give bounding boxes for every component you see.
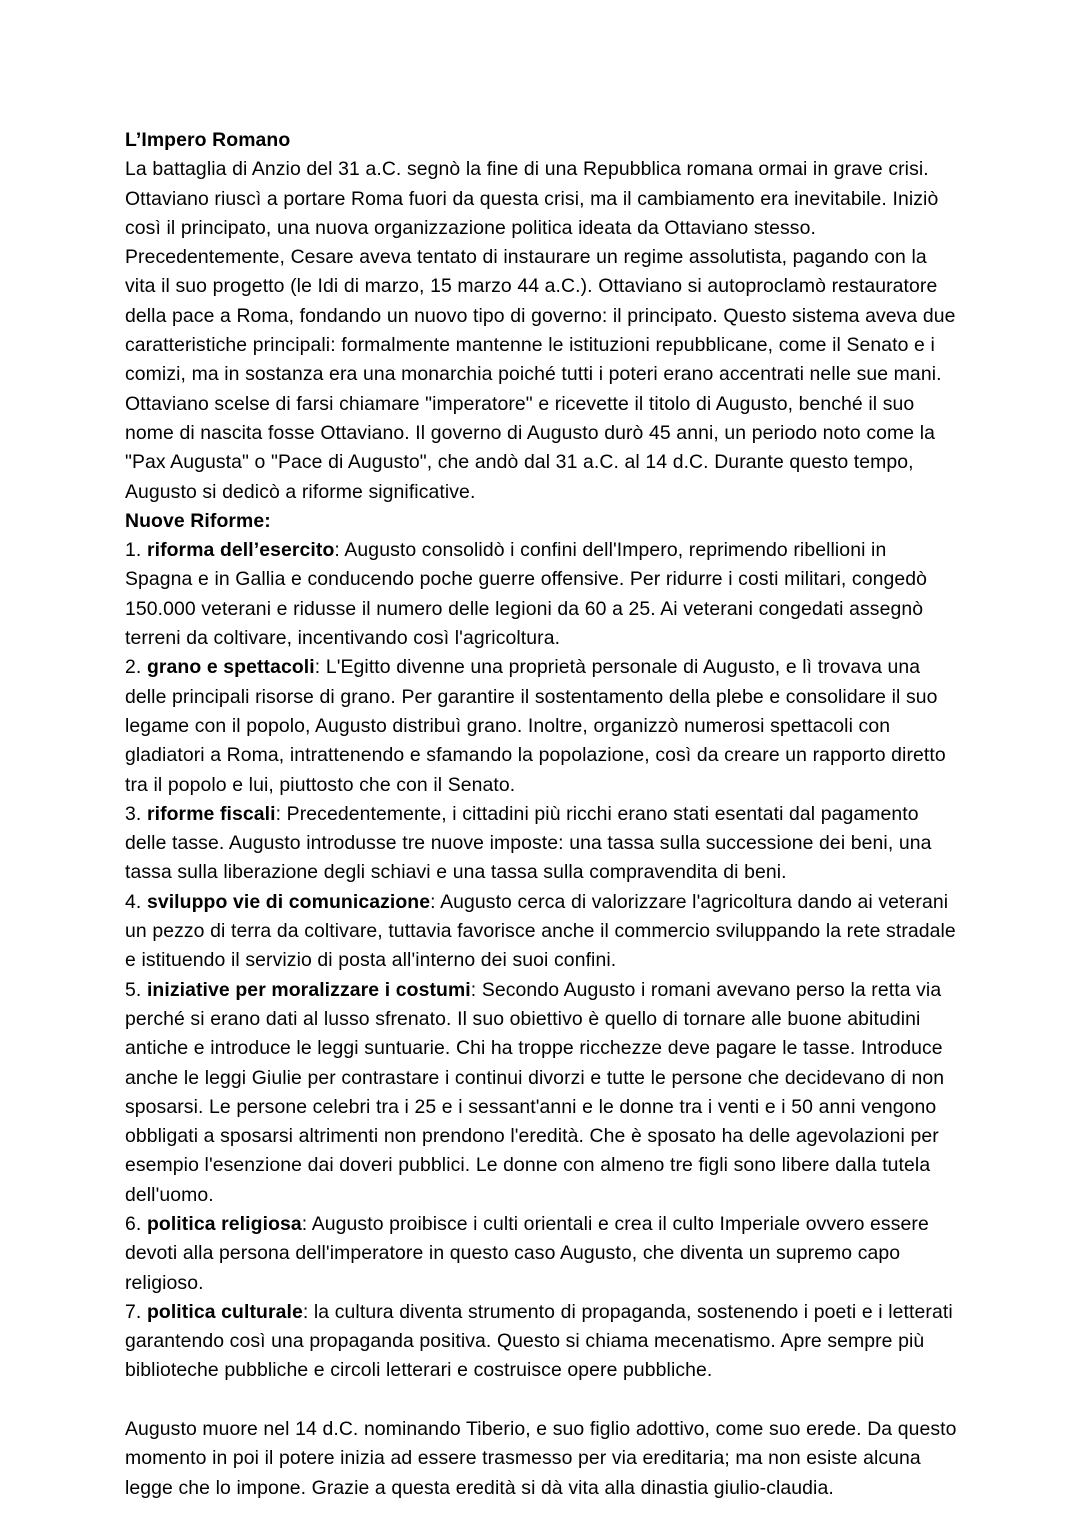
intro-paragraph: La battaglia di Anzio del 31 a.C. segnò la fine di una Repubblica romana ormai in grave crisi. Ottaviano riuscì a portare Roma fuori da questa crisi, ma il cambiamento era inevitabile. Iniziò così il principato, una nuova organizzazione politica ideata da Ottaviano stesso. Precedentemente, Cesare aveva tentato di instaurare un regime assolutista, pagando con la vita il suo progetto (le Idi di marzo, 15 marzo 44 a.C.). Ottaviano si autoproclamò restauratore della pace a Roma, fondando un nuovo tipo di governo: il principato. Questo sistema aveva due caratteristiche principali: formalmente mantenne le istituzioni repubblicane, come il Senato e i comizi, ma in sostanza era una monarchia poiché tutti i poteri erano accentrati nelle sue mani. Ottaviano scelse di farsi chiamare "imperatore" e ricevette il titolo di Augusto, benché il suo nome di nascita fosse Ottaviano. Il governo di Augusto durò 45 anni, un periodo noto come la "Pax Augusta" o "Pace di Augusto", che andò dal 31 a.C. al 14 d.C. Durante questo tempo, Augusto si dedicò a riforme significative. <box>125 158 956 503</box>
reform-item-4 <box>125 888 958 976</box>
reform-number-6: 6. <box>125 1212 147 1235</box>
reform-number-4: 4. <box>125 890 147 913</box>
reform-text-1: : Augusto consolidò i confini dell'Impero, reprimendo ribellioni in Spagna e in Gallia e conducendo poche guerre offensive. Per ridurre i costi militari, congedò 150.000 veterani e ridusse il numero delle legioni da 60 a 25. Ai veterani congedati assegnò terreni da coltivare, incentivando così l'agricoltura. <box>125 539 927 650</box>
reform-text-4: : Augusto cerca di valorizzare l'agricoltura dando ai veterani un pezzo di terra da coltivare, tuttavia favorisce anche il commercio sviluppando la rete stradale e istituendo il servizio di posta all'interno dei suoi confini. <box>125 890 956 972</box>
reform-text-3: : Precedentemente, i cittadini più ricchi erano stati esentati dal pagamento delle tasse. Augusto introdusse tre nuove imposte: una tassa sulla successione dei beni, una tassa sulla liberazione degli schiavi e una tassa sulla compravendita di beni. <box>125 802 932 884</box>
reform-item-2 <box>125 653 958 799</box>
reform-item-1 <box>125 536 958 653</box>
reform-text-7: : la cultura diventa strumento di propaganda, sostenendo i poeti e i letterati garantendo così una propaganda positiva. Questo si chiama mecenatismo. Apre sempre più biblioteche pubbliche e circoli letterari e costruisce opere pubbliche. <box>125 1300 953 1382</box>
reform-item-3 <box>125 800 958 888</box>
reform-label-4: sviluppo vie di comunicazione <box>146 890 431 913</box>
document-body <box>125 126 958 1503</box>
reform-number-7: 7. <box>125 1300 147 1323</box>
reform-label-5: iniziative per moralizzare i costumi <box>146 978 471 1001</box>
reform-text-6: : Augusto proibisce i culti orientali e crea il culto Imperiale ovvero essere devoti alla persona dell'imperatore in questo caso Augusto, che diventa un supremo capo religioso. <box>125 1212 929 1294</box>
reform-label-2: grano e spettacoli <box>146 656 315 679</box>
conclusion-paragraph: Augusto muore nel 14 d.C. nominando Tiberio, e suo figlio adottivo, come suo erede. Da questo momento in poi il potere inizia ad essere trasmesso per via ereditaria; ma non esiste alcuna legge che lo impone. Grazie a questa eredità si dà vita alla dinastia giulio-claudia. <box>125 1418 957 1499</box>
reform-label-7: politica culturale <box>146 1300 303 1323</box>
reform-number-2: 2. <box>125 656 147 679</box>
reform-label-1: riforma dell’esercito <box>146 539 335 562</box>
reform-label-3: riforme fiscali <box>146 802 276 825</box>
reform-text-2: : L'Egitto divenne una proprietà personale di Augusto, e lì trovava una delle principali risorse di grano. Per garantire il sostentamento della plebe e consolidare il suo legame con il popolo, Augusto distribuì grano. Inoltre, organizzò numerosi spettacoli con gladiatori a Roma, intrattenendo e sfamando la popolazione, così da creare un rapporto diretto tra il popolo e lui, piuttosto che con il Senato. <box>125 656 946 796</box>
reform-item-6 <box>125 1210 958 1298</box>
reform-number-5: 5. <box>125 978 147 1001</box>
reform-label-6: politica religiosa <box>146 1212 302 1235</box>
reform-item-7 <box>125 1298 958 1386</box>
reforms-heading: Nuove Riforme: <box>125 509 271 532</box>
reform-text-5: : Secondo Augusto i romani avevano perso la retta via perché si erano dati al lusso sfrenato. Il suo obiettivo è quello di tornare alle buone abitudini antiche e introduce le leggi suntuarie. Chi ha troppe ricchezze deve pagare le tasse. Introduce anche le leggi Giulie per contrastare i continui divorzi e tutte le persone che decidevano di non sposarsi. Le persone celebri tra i 25 e i sessant'anni e le donne tra i venti e i 50 anni vengono obbligati a sposarsi altrimenti non prendono l'eredità. Che è sposato ha delle agevolazioni per esempio l'esenzione dai doveri pubblici. Le donne con almeno tre figli sono libere dalla tutela dell'uomo. <box>125 978 945 1206</box>
reform-item-5 <box>125 976 958 1210</box>
page-title: L’Impero Romano <box>125 129 291 151</box>
reform-number-3: 3. <box>125 802 147 825</box>
reform-number-1: 1. <box>125 539 147 562</box>
